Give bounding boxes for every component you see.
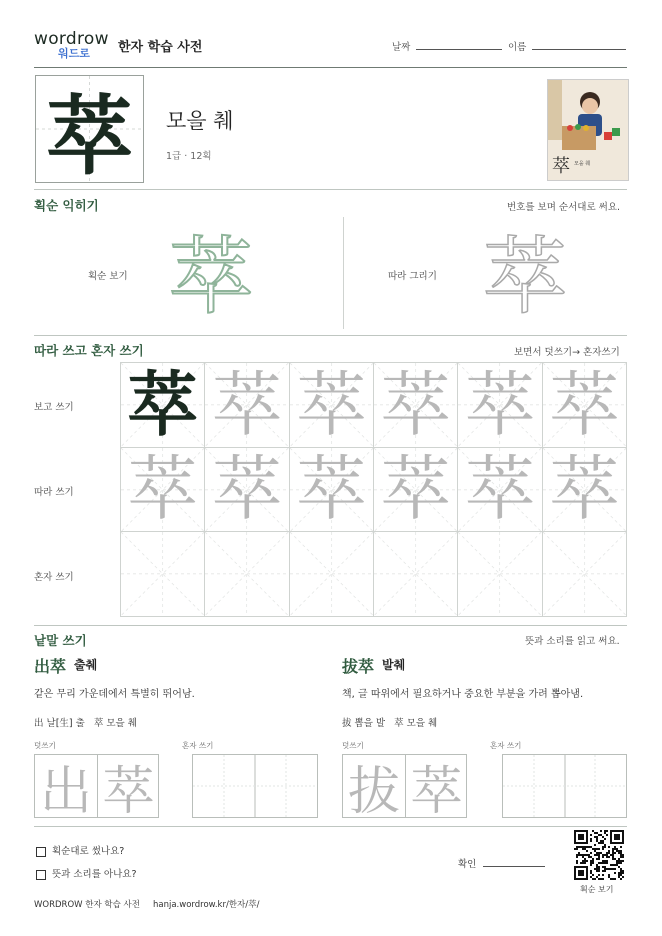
- thumb-char: 萃: [552, 156, 570, 177]
- word-2-parts: 拔 뽑을 발 萃 모을 췌: [342, 718, 438, 729]
- word-1-trace-label: 덧쓰기: [34, 741, 56, 750]
- word-1-parts: 出 날[生] 출 萃 모을 췌: [34, 718, 137, 729]
- practice-row-label-3: 혼자 쓰기: [34, 572, 74, 583]
- practice-section-hint: 보면서 덧쓰기→ 혼자쓰기: [514, 347, 620, 358]
- practice-cell[interactable]: [121, 363, 205, 448]
- stroke-trace-char: [480, 221, 570, 326]
- word-2-trace-char-1[interactable]: 拔: [347, 761, 400, 822]
- qr-caption: 획순 보기: [580, 885, 614, 894]
- practice-cell[interactable]: [121, 448, 205, 533]
- hero-divider: [34, 189, 627, 190]
- practice-cell[interactable]: [543, 532, 627, 617]
- stroke-divider: [343, 217, 344, 329]
- word-1-trace-box: [34, 754, 159, 822]
- practice-row-label-2: 따라 쓰기: [34, 487, 74, 498]
- practice-cell-char: 萃: [549, 448, 620, 531]
- word-2-solo-box[interactable]: [502, 754, 627, 818]
- date-label: 날짜: [392, 42, 411, 53]
- hero-thumbnail: [547, 79, 629, 181]
- header-title: 한자 학습 사전: [118, 40, 203, 55]
- check-item-1[interactable]: [36, 843, 124, 857]
- practice-cell-char: 萃: [464, 448, 535, 531]
- word-1-meaning: 같은 무리 가운데에서 특별히 뛰어남.: [34, 689, 195, 700]
- confirm-field[interactable]: [483, 866, 545, 867]
- practice-grid: [120, 362, 627, 617]
- practice-cell[interactable]: [121, 532, 205, 617]
- practice-cell[interactable]: [290, 448, 374, 533]
- practice-cell[interactable]: [290, 532, 374, 617]
- word-card-2: [342, 652, 632, 822]
- practice-cell-char: 萃: [549, 363, 620, 446]
- stroke-view-char: [166, 221, 256, 326]
- stroke-section-divider: [34, 335, 627, 336]
- practice-cell-char: 萃: [211, 363, 282, 446]
- practice-cell[interactable]: [205, 448, 289, 533]
- check-item-2[interactable]: [36, 866, 137, 880]
- practice-cell[interactable]: [374, 448, 458, 533]
- practice-section-title: 따라 쓰고 혼자 쓰기: [34, 343, 144, 358]
- logo: [34, 30, 112, 64]
- practice-cell[interactable]: [543, 448, 627, 533]
- word-2-meaning: 책, 글 따위에서 필요하거나 중요한 부분을 가려 뽑아냄.: [342, 689, 584, 700]
- check-box-2[interactable]: [36, 870, 46, 880]
- stroke-view-glyph: 萃: [168, 227, 253, 326]
- practice-cell-char: 萃: [464, 363, 535, 446]
- words-section-hint: 뜻과 소리를 읽고 써요.: [525, 636, 620, 647]
- practice-cell[interactable]: [458, 532, 542, 617]
- confirm-label: 확인: [458, 859, 477, 870]
- name-label: 이름: [508, 42, 527, 53]
- word-1-hanja: 出萃: [34, 657, 67, 676]
- words-section-divider: [34, 826, 627, 827]
- practice-cell-char: 萃: [296, 448, 367, 531]
- check-box-1[interactable]: [36, 847, 46, 857]
- practice-cell-char: 萃: [127, 448, 198, 531]
- word-card-1: [34, 652, 324, 822]
- practice-section-divider: [34, 625, 627, 626]
- practice-cell[interactable]: [290, 363, 374, 448]
- word-1-solo-box[interactable]: [192, 754, 318, 818]
- practice-cell-char: 萃: [380, 363, 451, 446]
- hero-char-box: [35, 75, 144, 187]
- practice-cell[interactable]: [205, 532, 289, 617]
- practice-cell[interactable]: [458, 448, 542, 533]
- stroke-trace-glyph: 萃: [482, 227, 567, 326]
- practice-row-label-1: 보고 쓰기: [34, 402, 74, 413]
- stroke-view-label: 획순 보기: [88, 271, 128, 282]
- word-1-reading: 출췌: [74, 658, 98, 672]
- name-field[interactable]: [532, 49, 626, 50]
- word-2-trace-char-2[interactable]: 萃: [410, 761, 463, 822]
- qr-code-icon[interactable]: [574, 830, 624, 880]
- hero-meaning-sound: 모을 췌: [166, 109, 234, 133]
- practice-cell-char: 萃: [380, 448, 451, 531]
- logo-en: wordrow: [34, 29, 109, 49]
- word-1-trace-char-2[interactable]: 萃: [102, 761, 155, 822]
- stroke-section-hint: 번호를 보며 순서대로 써요.: [507, 202, 621, 213]
- practice-cell-char: 萃: [127, 363, 198, 446]
- check-q2: 뜻과 소리를 아나요?: [52, 869, 137, 880]
- word-2-trace-box: [342, 754, 467, 822]
- stroke-section-title: 획순 익히기: [34, 198, 99, 213]
- practice-cell-char: 萃: [211, 448, 282, 531]
- word-1-solo-label: 혼자 쓰기: [182, 741, 214, 750]
- footer-url[interactable]: hanja.wordrow.kr/한자/萃/: [153, 900, 260, 910]
- date-field[interactable]: [416, 49, 502, 50]
- thumb-caption: 모을 췌: [574, 161, 591, 167]
- check-q1: 획순대로 썼나요?: [52, 846, 125, 857]
- practice-cell[interactable]: [543, 363, 627, 448]
- word-2-hanja: 拔萃: [342, 657, 375, 676]
- hero-char: 萃: [46, 86, 133, 187]
- stroke-trace-label: 따라 그리기: [388, 271, 437, 282]
- footer-brand: WORDROW 한자 학습 사전: [34, 900, 140, 910]
- practice-cell[interactable]: [374, 363, 458, 448]
- practice-cell[interactable]: [374, 532, 458, 617]
- word-1-trace-char-1[interactable]: 出: [39, 761, 92, 822]
- words-section-title: 낱말 쓰기: [34, 633, 87, 648]
- logo-ko: 워드로: [58, 47, 90, 60]
- word-2-reading: 발췌: [382, 658, 406, 672]
- word-2-solo-label: 혼자 쓰기: [490, 741, 522, 750]
- word-2-trace-label: 덧쓰기: [342, 741, 364, 750]
- practice-cell[interactable]: [205, 363, 289, 448]
- practice-cell-char: 萃: [296, 363, 367, 446]
- hero-level-strokes: 1급 · 12획: [166, 151, 212, 162]
- practice-cell[interactable]: [458, 363, 542, 448]
